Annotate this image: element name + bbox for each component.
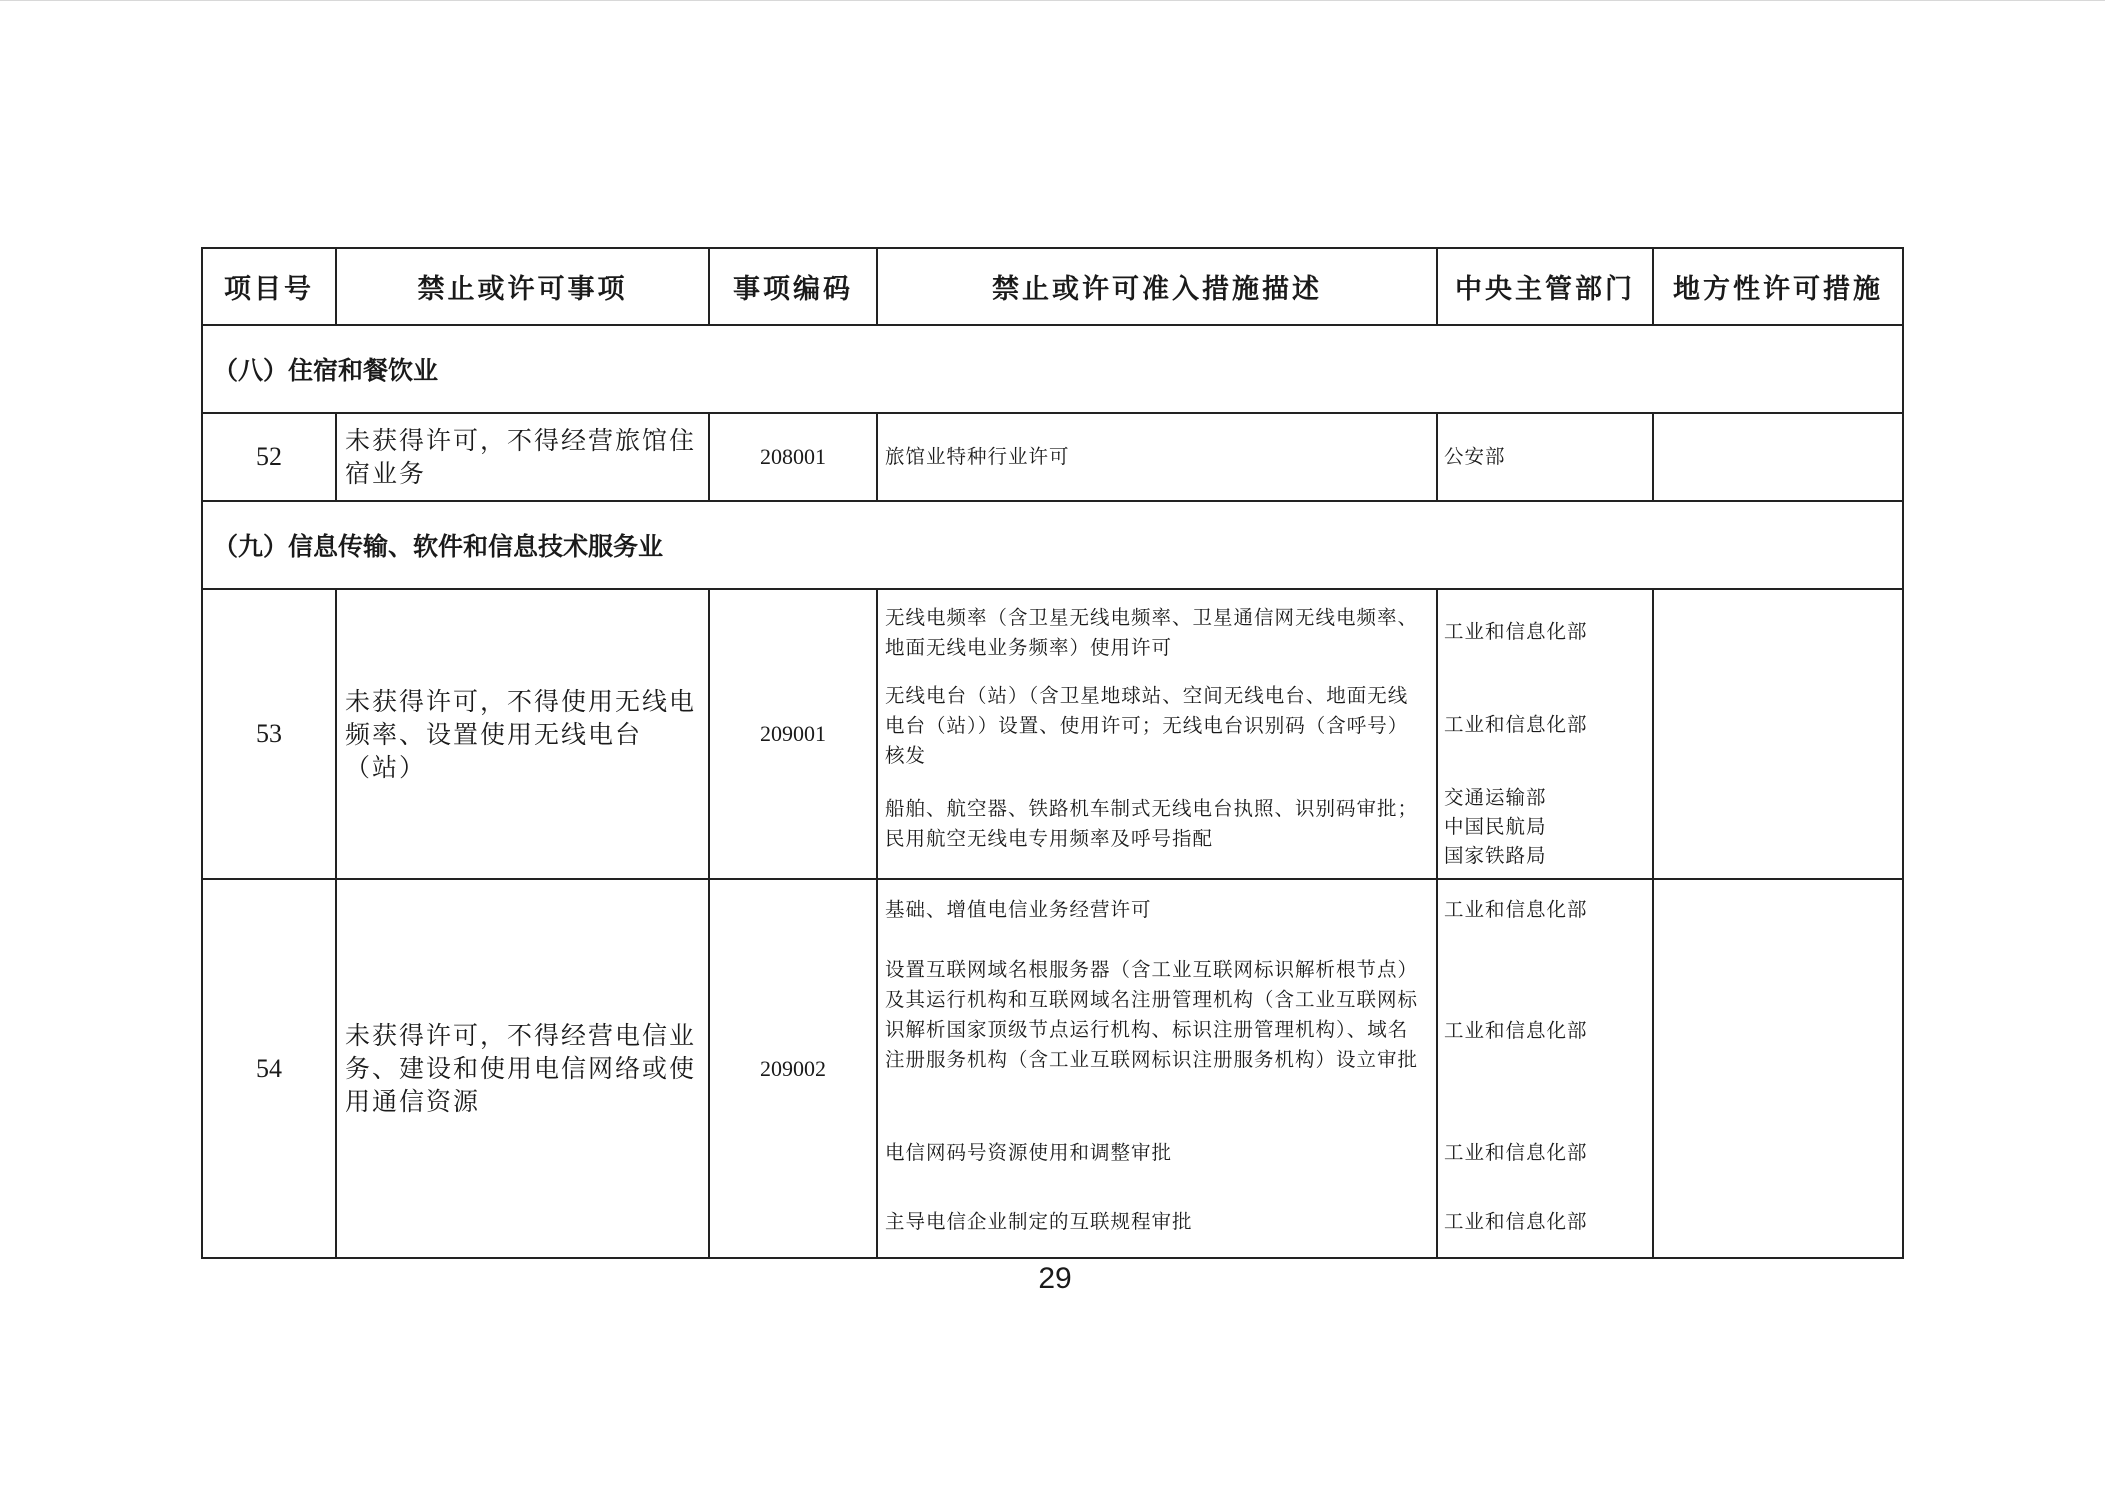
department: 公安部 xyxy=(1444,445,1506,468)
header-project-no: 项目号 xyxy=(202,248,336,325)
row-local-measures xyxy=(1653,413,1903,501)
row-item: 未获得许可，不得经营电信业务、建设和使用电信网络或使用通信资源 xyxy=(336,879,709,1258)
row-code: 209002 xyxy=(709,879,877,1258)
row-description-cell xyxy=(877,589,1437,879)
page-number: 29 xyxy=(1038,1262,1072,1295)
row-department-cell xyxy=(1437,879,1653,1258)
department: 工业和信息化部 xyxy=(1444,620,1588,643)
row-item: 未获得许可，不得使用无线电频率、设置使用无线电台（站） xyxy=(336,589,709,879)
header-department: 中央主管部门 xyxy=(1437,248,1653,325)
row-local-measures xyxy=(1653,589,1903,879)
department: 交通运输部 xyxy=(1444,786,1547,809)
header-local-measures: 地方性许可措施 xyxy=(1653,248,1903,325)
measure-description: 设置互联网域名根服务器（含工业互联网标识解析根节点）及其运行机构和互联网域名注册管理机构（含工业互联网标识解析国家顶级节点运行机构、标识注册管理机构）、域名注册服务机构（含工业互联网标识注册服务机构）设立审批 xyxy=(885,958,1419,1071)
row-code: 209001 xyxy=(709,589,877,879)
header-code: 事项编码 xyxy=(709,248,877,325)
table-row xyxy=(202,589,1903,879)
row-number: 53 xyxy=(202,589,336,879)
header-description: 禁止或许可准入措施描述 xyxy=(877,248,1437,325)
table-row xyxy=(202,413,1903,501)
department: 工业和信息化部 xyxy=(1444,898,1588,921)
row-item: 未获得许可，不得经营旅馆住宿业务 xyxy=(336,413,709,501)
row-department-cell xyxy=(1437,413,1653,501)
measure-description: 电信网码号资源使用和调整审批 xyxy=(885,1141,1173,1164)
department: 工业和信息化部 xyxy=(1444,1141,1588,1164)
row-local-measures xyxy=(1653,879,1903,1258)
section-row xyxy=(202,501,1903,589)
table-header-row xyxy=(202,248,1903,325)
row-description-cell xyxy=(877,879,1437,1258)
row-number: 54 xyxy=(202,879,336,1258)
row-number: 52 xyxy=(202,413,336,501)
measure-description: 旅馆业特种行业许可 xyxy=(885,445,1070,468)
measure-description: 船舶、航空器、铁路机车制式无线电台执照、识别码审批；民用航空无线电专用频率及呼号指配 xyxy=(885,797,1419,850)
section-title-8: （八）住宿和餐饮业 xyxy=(202,325,1903,413)
department: 国家铁路局 xyxy=(1444,844,1547,867)
measure-description: 主导电信企业制定的互联规程审批 xyxy=(885,1210,1193,1233)
measure-description: 无线电频率（含卫星无线电频率、卫星通信网无线电频率、地面无线电业务频率）使用许可 xyxy=(885,606,1419,659)
header-item: 禁止或许可事项 xyxy=(336,248,709,325)
top-rule xyxy=(0,0,2105,1)
section-row xyxy=(202,325,1903,413)
department: 工业和信息化部 xyxy=(1444,713,1588,736)
department: 工业和信息化部 xyxy=(1444,1210,1588,1233)
measure-description: 无线电台（站）（含卫星地球站、空间无线电台、地面无线电台（站））设置、使用许可；无线电台识别码（含呼号）核发 xyxy=(885,684,1409,767)
row-description-cell xyxy=(877,413,1437,501)
department: 工业和信息化部 xyxy=(1444,1019,1588,1042)
permit-table xyxy=(201,247,1904,1259)
row-department-cell xyxy=(1437,589,1653,879)
measure-description: 基础、增值电信业务经营许可 xyxy=(885,898,1152,921)
section-title-9: （九）信息传输、软件和信息技术服务业 xyxy=(202,501,1903,589)
department: 中国民航局 xyxy=(1444,815,1547,838)
table-row xyxy=(202,879,1903,1258)
row-code: 208001 xyxy=(709,413,877,501)
